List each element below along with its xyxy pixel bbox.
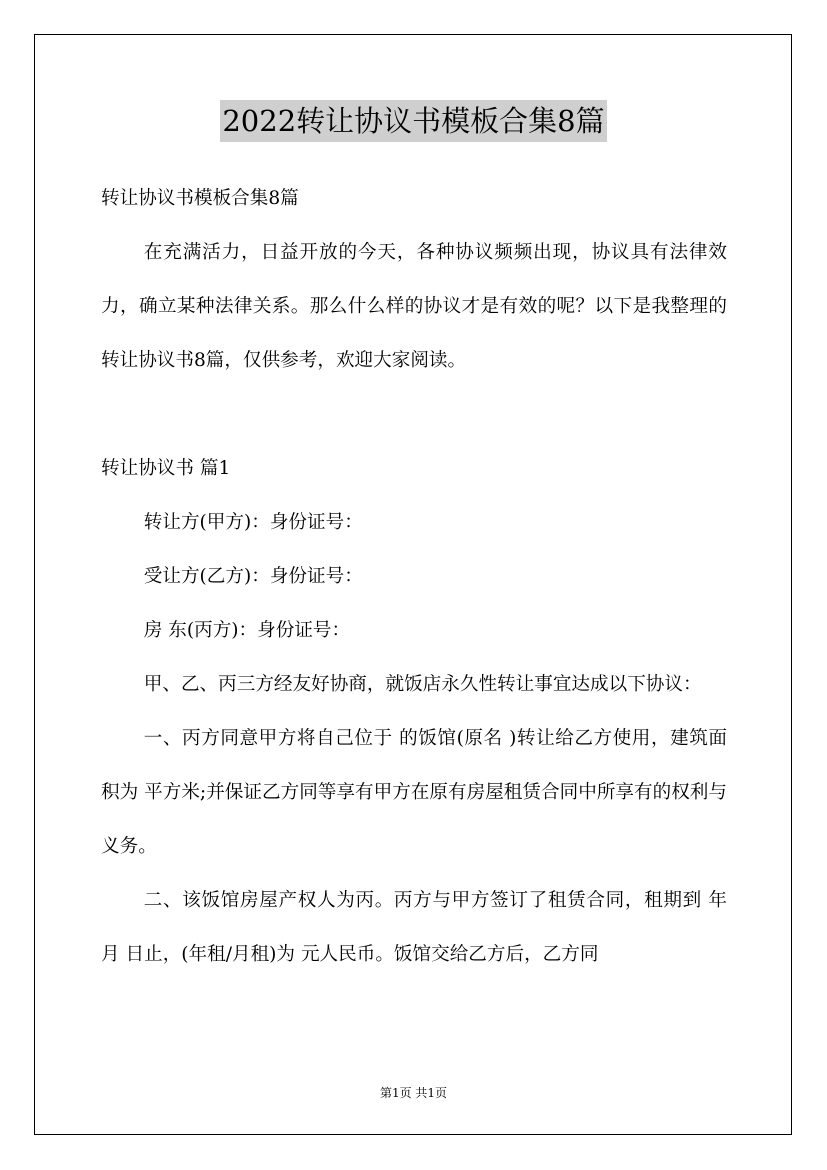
- party-a-line: 转让方(甲方)：身份证号：: [143, 512, 363, 533]
- agreement-preamble: 甲、乙、丙三方经友好协商，就饭店永久性转让事宜达成以下协议：: [143, 674, 702, 695]
- blank-line: [101, 388, 727, 442]
- subtitle-paragraph: 转让协议书模板合集8篇: [101, 188, 299, 209]
- party-b-line: 受让方(乙方)：身份证号：: [143, 566, 363, 587]
- page-footer: 第1页 共1页: [379, 1086, 448, 1100]
- clause-one: 一、丙方同意甲方将自己位于 的饭馆(原名 )转让给乙方使用，建筑面积为 平方米;并保证乙方同等享有甲方在原有房屋租赁合同中所享有的权利与义务。: [101, 728, 727, 857]
- section-heading: 转让协议书 篇1: [101, 458, 231, 479]
- intro-paragraph: 在充满活力，日益开放的今天，各种协议频频出现，协议具有法律效力，确立某种法律关系。那么什么样的协议才是有效的呢？以下是我整理的转让协议书8篇，仅供参考，欢迎大家阅读。: [101, 242, 727, 371]
- clause-two: 二、该饭馆房屋产权人为丙。丙方与甲方签订了租赁合同，租期到 年 月 日止，(年租/月租)为 元人民币。饭馆交给乙方后，乙方同: [101, 890, 727, 965]
- document-title: 2022转让协议书模板合集8篇: [220, 100, 606, 142]
- document-body: [101, 172, 727, 982]
- party-c-line: 房 东(丙方)：身份证号：: [143, 620, 351, 641]
- title-container: [0, 100, 827, 142]
